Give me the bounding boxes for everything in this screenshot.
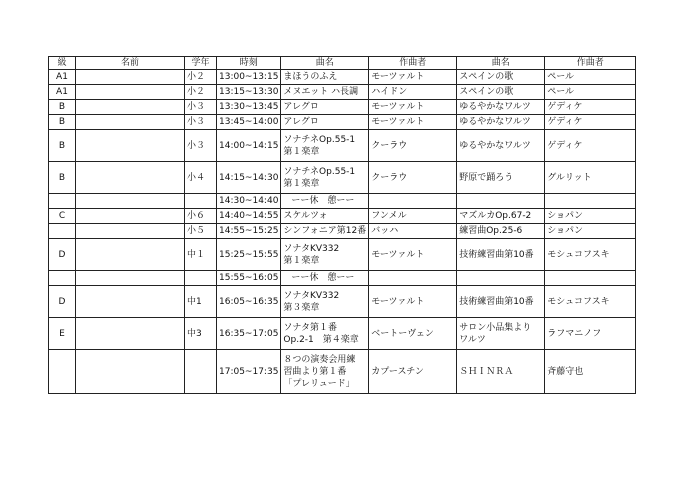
piece-1-cell <box>281 224 369 239</box>
time-cell: 17:05~17:35 <box>217 350 281 394</box>
time-cell: 13:45~14:00 <box>217 115 281 130</box>
grade-cell: 小６ <box>185 209 217 224</box>
grade-cell: 小２ <box>185 70 217 85</box>
piece-2-cell-line: スペインの歌 <box>459 87 514 97</box>
break-blank <box>76 194 185 209</box>
header-time: 時刻 <box>217 57 281 70</box>
piece-1-cell-line: Op.2-1 第４楽章 <box>283 334 359 345</box>
performer-name-cell <box>76 318 185 350</box>
composer-1-cell: クーラウ <box>369 130 457 162</box>
composer-2-cell: グルリット <box>545 162 636 194</box>
piece-2-cell <box>457 239 545 271</box>
grade-cell: 小３ <box>185 130 217 162</box>
table-row <box>49 239 636 271</box>
table-row <box>49 100 636 115</box>
piece-1-cell-line: 「プレリュード」 <box>283 378 355 389</box>
composer-1-cell: ハイドン <box>369 85 457 100</box>
level-cell: D <box>49 286 76 318</box>
piece-1-cell-line: ８つの演奏会用練 <box>283 354 356 365</box>
grade-cell: 中1 <box>185 286 217 318</box>
grade-cell: 小３ <box>185 100 217 115</box>
table-row <box>49 318 636 350</box>
piece-2-cell <box>457 350 545 394</box>
level-cell: B <box>49 162 76 194</box>
piece-2-cell-line: ＳＨＩＮＲＡ <box>459 366 514 377</box>
piece-2-cell <box>457 224 545 239</box>
break-row <box>49 194 636 209</box>
grade-cell: 小４ <box>185 162 217 194</box>
level-cell: D <box>49 239 76 271</box>
piece-1-cell-line: まほうのふえ <box>283 72 338 82</box>
piece-1-cell-line: ソナタ第１番 <box>283 322 337 333</box>
grade-cell <box>185 350 217 394</box>
time-cell: 16:05~16:35 <box>217 286 281 318</box>
piece-1-cell-line: 第１楽章 <box>283 178 320 189</box>
break-blank <box>185 194 217 209</box>
time-cell: 16:35~17:05 <box>217 318 281 350</box>
level-cell: B <box>49 100 76 115</box>
composer-1-cell: カプースチン <box>369 350 457 394</box>
time-cell: 14:55~15:25 <box>217 224 281 239</box>
composer-2-cell: 斉藤守也 <box>545 350 636 394</box>
header-grade: 学年 <box>185 57 217 70</box>
time-cell: 13:15~13:30 <box>217 85 281 100</box>
composer-1-cell: バッハ <box>369 224 457 239</box>
recital-schedule-table <box>48 56 636 394</box>
table-row <box>49 350 636 394</box>
level-cell: A1 <box>49 70 76 85</box>
piece-1-cell-line: メヌエット ハ長調 <box>283 87 359 97</box>
piece-2-cell <box>457 162 545 194</box>
performer-name-cell <box>76 239 185 271</box>
header-title-2: 曲名 <box>457 57 545 70</box>
break-blank <box>369 194 457 209</box>
time-cell: 15:25~15:55 <box>217 239 281 271</box>
piece-1-cell <box>281 350 369 394</box>
piece-1-cell <box>281 209 369 224</box>
time-cell: 14:00~14:15 <box>217 130 281 162</box>
piece-1-cell-line: 習曲より第１番 <box>283 366 347 377</box>
composer-2-cell: ペール <box>545 70 636 85</box>
break-blank <box>49 271 76 286</box>
piece-1-cell <box>281 100 369 115</box>
level-cell: E <box>49 318 76 350</box>
piece-2-cell <box>457 85 545 100</box>
table-row <box>49 224 636 239</box>
performer-name-cell <box>76 162 185 194</box>
piece-1-cell <box>281 239 369 271</box>
composer-2-cell: ショパン <box>545 209 636 224</box>
piece-1-cell-line: スケルツォ <box>283 211 328 221</box>
piece-2-cell-line: ゆるやかなワルツ <box>459 117 531 127</box>
grade-cell: 中3 <box>185 318 217 350</box>
performer-name-cell <box>76 85 185 100</box>
header-composer-2: 作曲者 <box>545 57 636 70</box>
composer-2-cell: ショパン <box>545 224 636 239</box>
composer-2-cell: ラフマニノフ <box>545 318 636 350</box>
composer-1-cell: フンメル <box>369 209 457 224</box>
composer-1-cell: モーツァルト <box>369 115 457 130</box>
composer-2-cell: ゲディケ <box>545 130 636 162</box>
header-row <box>49 57 636 70</box>
composer-2-cell: ペール <box>545 85 636 100</box>
piece-1-cell-line: 第３楽章 <box>283 302 320 313</box>
piece-2-cell-line: ゆるやかなワルツ <box>459 140 531 151</box>
piece-1-cell <box>281 286 369 318</box>
piece-2-cell <box>457 100 545 115</box>
piece-1-cell <box>281 318 369 350</box>
composer-2-cell: モシュコフスキ <box>545 239 636 271</box>
break-blank <box>457 271 545 286</box>
table-row <box>49 162 636 194</box>
table-row <box>49 85 636 100</box>
piece-2-cell-line: スペインの歌 <box>459 72 514 82</box>
performer-name-cell <box>76 286 185 318</box>
performer-name-cell <box>76 130 185 162</box>
level-cell: A1 <box>49 85 76 100</box>
piece-2-cell-line: マズルカOp.67-2 <box>459 211 532 221</box>
break-blank <box>545 194 636 209</box>
grade-cell: 小３ <box>185 115 217 130</box>
composer-1-cell: モーツァルト <box>369 70 457 85</box>
piece-2-cell-line: 技術練習曲第10番 <box>459 296 534 307</box>
piece-2-cell <box>457 115 545 130</box>
grade-cell: 中１ <box>185 239 217 271</box>
table-row <box>49 286 636 318</box>
time-cell: 14:40~14:55 <box>217 209 281 224</box>
piece-2-cell <box>457 209 545 224</box>
performer-name-cell <box>76 209 185 224</box>
piece-1-cell <box>281 115 369 130</box>
header-level: 級 <box>49 57 76 70</box>
grade-cell: 小５ <box>185 224 217 239</box>
composer-1-cell: モーツァルト <box>369 286 457 318</box>
performer-name-cell <box>76 100 185 115</box>
piece-1-cell-line: シンフォニア第12番 <box>283 226 367 236</box>
piece-2-cell-line: 練習曲Op.25-6 <box>459 226 523 236</box>
piece-2-cell <box>457 286 545 318</box>
performer-name-cell <box>76 350 185 394</box>
break-row <box>49 271 636 286</box>
piece-2-cell-line: 野原で踊ろう <box>459 172 514 183</box>
break-blank <box>545 271 636 286</box>
piece-1-cell-line: ソナタKV332 <box>283 243 340 254</box>
break-blank <box>457 194 545 209</box>
piece-2-cell <box>457 318 545 350</box>
time-cell: 14:15~14:30 <box>217 162 281 194</box>
time-cell: 13:30~13:45 <box>217 100 281 115</box>
break-label: ーー休 憩ーー <box>281 271 369 286</box>
break-blank <box>76 271 185 286</box>
header-name: 名前 <box>76 57 185 70</box>
composer-2-cell: ゲディケ <box>545 100 636 115</box>
piece-1-cell-line: ソナタKV332 <box>283 290 340 301</box>
composer-1-cell: クーラウ <box>369 162 457 194</box>
grade-cell: 小２ <box>185 85 217 100</box>
piece-1-cell-line: ソナチネOp.55-1 <box>283 134 356 145</box>
table-row <box>49 70 636 85</box>
level-cell: B <box>49 130 76 162</box>
composer-1-cell: ベートーヴェン <box>369 318 457 350</box>
table-row <box>49 115 636 130</box>
composer-2-cell: ゲディケ <box>545 115 636 130</box>
table-row <box>49 130 636 162</box>
piece-1-cell <box>281 70 369 85</box>
composer-1-cell: モーツァルト <box>369 239 457 271</box>
break-blank <box>185 271 217 286</box>
header-title-1: 曲名 <box>281 57 369 70</box>
piece-1-cell <box>281 130 369 162</box>
piece-2-cell-line: 技術練習曲第10番 <box>459 249 534 260</box>
header-composer-1: 作曲者 <box>369 57 457 70</box>
piece-1-cell-line: アレグロ <box>283 102 319 112</box>
time-cell: 13:00~13:15 <box>217 70 281 85</box>
level-cell: B <box>49 115 76 130</box>
break-time: 15:55~16:05 <box>217 271 281 286</box>
composer-2-cell: モシュコフスキ <box>545 286 636 318</box>
table-row <box>49 209 636 224</box>
piece-1-cell-line: 第１楽章 <box>283 146 320 157</box>
level-cell <box>49 350 76 394</box>
piece-2-cell-line: ワルツ <box>459 334 486 345</box>
break-blank <box>49 194 76 209</box>
break-time: 14:30~14:40 <box>217 194 281 209</box>
performer-name-cell <box>76 224 185 239</box>
piece-1-cell-line: 第１楽章 <box>283 255 320 266</box>
composer-1-cell: モーツァルト <box>369 100 457 115</box>
schedule-body <box>49 70 636 394</box>
piece-1-cell-line: アレグロ <box>283 117 319 127</box>
level-cell: C <box>49 209 76 224</box>
piece-1-cell-line: ソナチネOp.55-1 <box>283 166 356 177</box>
piece-2-cell-line: ゆるやかなワルツ <box>459 102 531 112</box>
performer-name-cell <box>76 115 185 130</box>
piece-1-cell <box>281 85 369 100</box>
piece-2-cell <box>457 130 545 162</box>
performer-name-cell <box>76 70 185 85</box>
level-cell <box>49 224 76 239</box>
break-blank <box>369 271 457 286</box>
piece-2-cell-line: サロン小品集より <box>459 322 532 333</box>
break-label: ーー休 憩ーー <box>281 194 369 209</box>
piece-2-cell <box>457 70 545 85</box>
piece-1-cell <box>281 162 369 194</box>
